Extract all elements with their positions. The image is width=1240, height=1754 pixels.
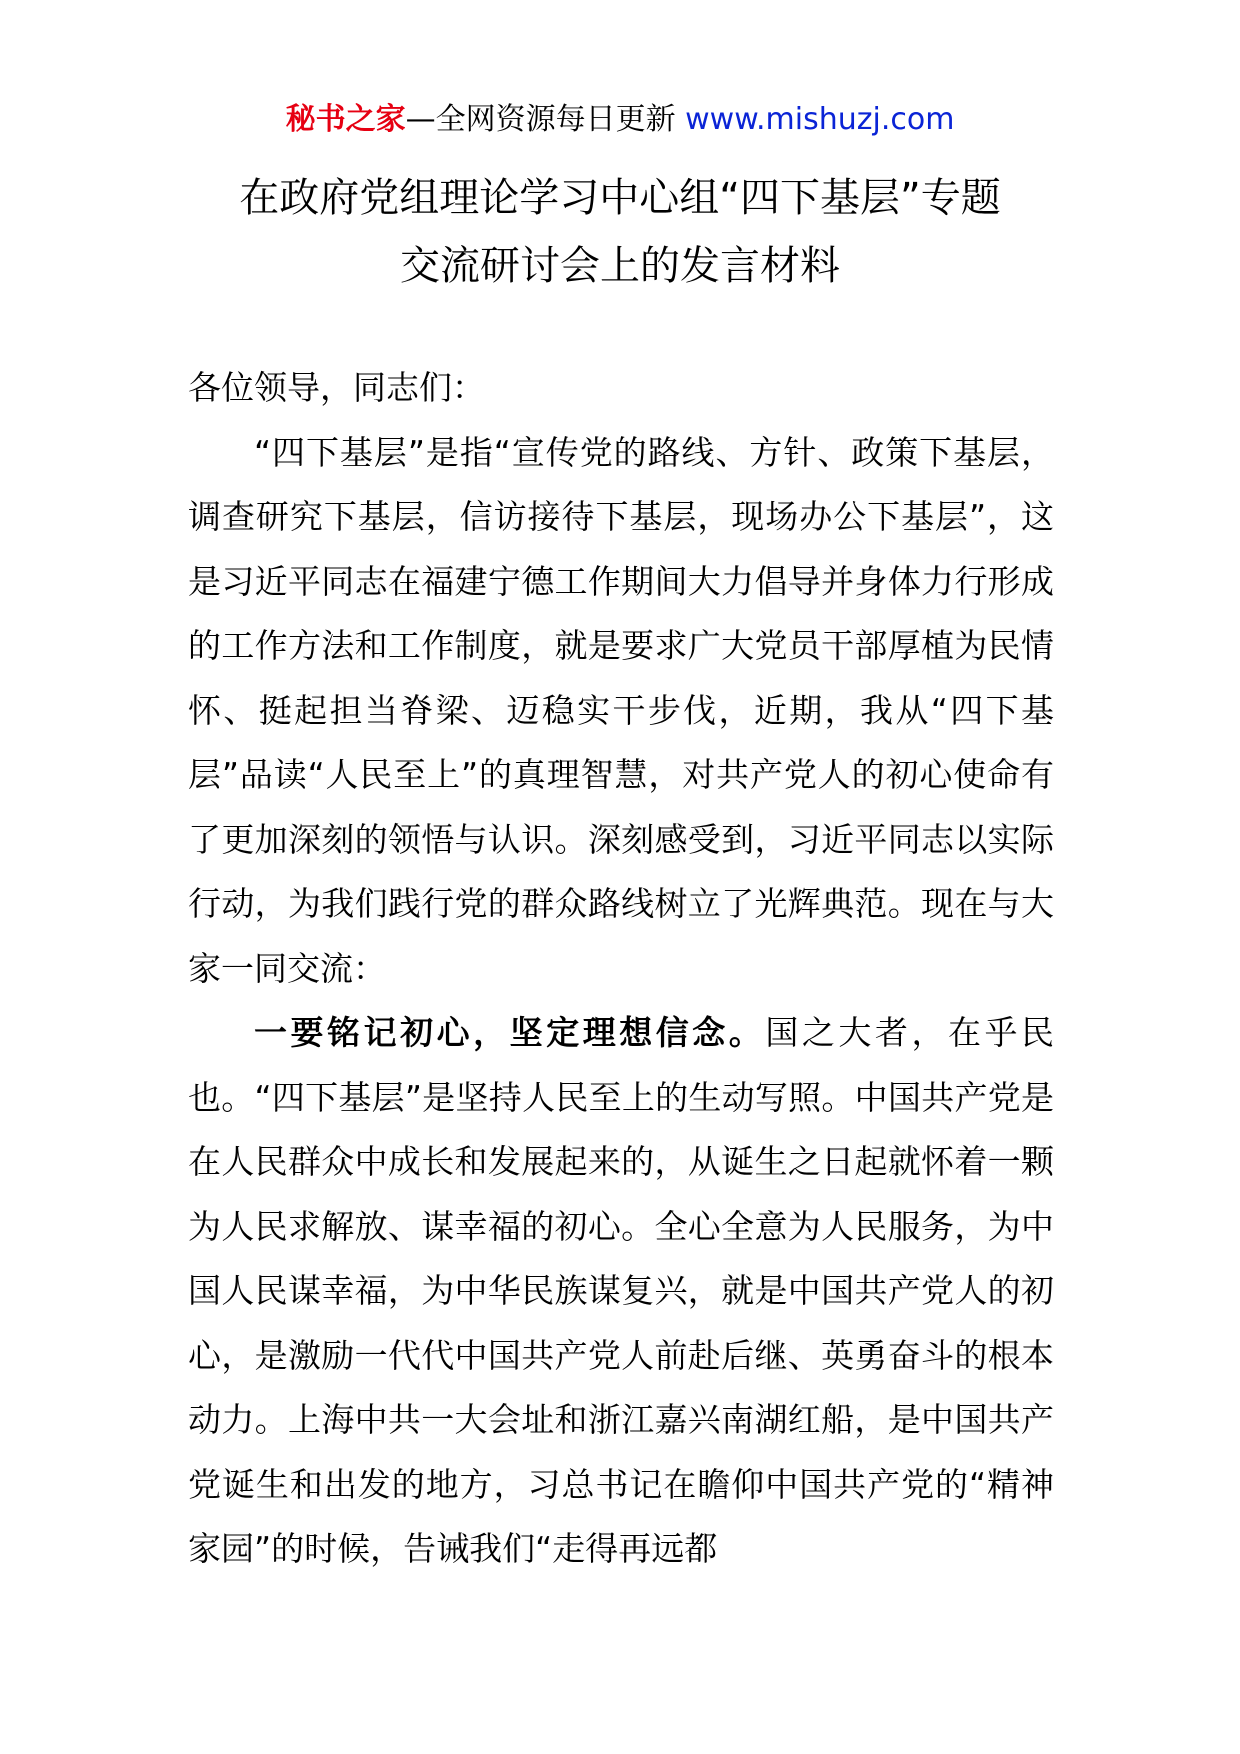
document-body (188, 356, 1054, 1582)
document-title (0, 164, 1240, 300)
site-name: 秘书之家 (285, 102, 406, 137)
paragraph-point-1-heading: 一要铭记初心，坚定理想信念。 (254, 1013, 766, 1052)
site-url-link[interactable]: www.mishuzj.com (685, 102, 955, 137)
paragraph-point-1 (188, 1001, 1054, 1582)
site-header (0, 100, 1240, 140)
salutation: 各位领导，同志们： (188, 368, 485, 407)
site-tagline: —全网资源每日更新 (405, 102, 686, 137)
paragraph-intro: “四下基层”是指“宣传党的路线、方针、政策下基层，调查研究下基层，信访接待下基层，现场办公下基层”，这是习近平同志在福建宁德工作期间大力倡导并身体力行形成的工作方法和工作制度，就是要求广大党员干部厚植为民情怀、挺起担当脊梁、迈稳实干步伐，近期，我从“四下基层”品读“人民至上”的真理智慧，对共产党人的初心使命有了更加深刻的领悟与认识。深刻感受到，习近平同志以实际行动，为我们践行党的群众路线树立了光辉典范。现在与大家一同交流： (188, 432, 1054, 988)
title-line-1: 在政府党组理论学习中心组“四下基层”专题 (239, 175, 1001, 221)
paragraph-point-1-text: 国之大者，在乎民也。“四下基层”是坚持人民至上的生动写照。中国共产党是在人民群众中成长和发展起来的，从诞生之日起就怀着一颗为人民求解放、谋幸福的初心。全心全意为人民服务，为中国人民谋幸福，为中华民族谋复兴，就是中国共产党人的初心，是激励一代代中国共产党人前赴后继、英勇奋斗的根本动力。上海中共一大会址和浙江嘉兴南湖红船，是中国共产党诞生和出发的地方，习总书记在瞻仰中国共产党的“精神家园”的时候，告诫我们“走得再远都 (188, 1013, 1055, 1568)
title-line-2: 交流研讨会上的发言材料 (400, 243, 840, 289)
